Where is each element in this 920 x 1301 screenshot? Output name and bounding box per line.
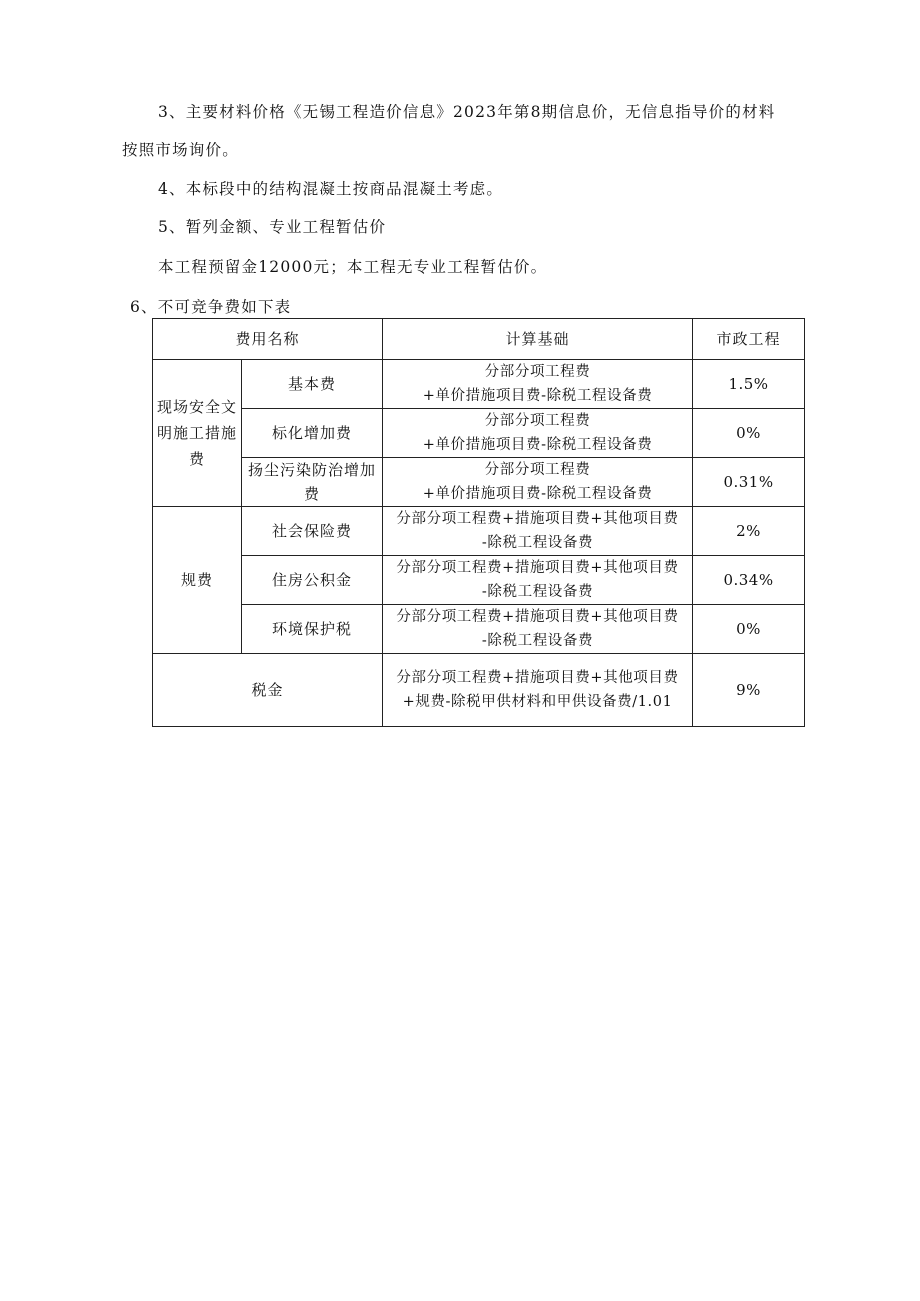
basis-line: 分部分项工程费 (484, 413, 591, 429)
paragraph-provisional-heading: 5、暂列金额、专业工程暂估价 (158, 218, 387, 236)
basis-line: 分部分项工程费+措施项目费+其他项目费 (396, 560, 679, 576)
paragraph-material-price: 3、主要材料价格《无锡工程造价信息》2023年第8期信息价，无信息指导价的材料 (158, 103, 776, 121)
table-row (153, 458, 805, 507)
table-row (153, 507, 805, 556)
rate-value: 0.34% (693, 556, 805, 605)
group-safety-civilized: 现场安全文明施工措施费 (153, 360, 242, 507)
rate-value: 2% (693, 507, 805, 556)
group-regulatory-fees: 规费 (153, 507, 242, 654)
basis-line: 分部分项工程费+措施项目费+其他项目费 (396, 609, 679, 625)
item-name: 社会保险费 (242, 507, 383, 556)
basis-line: 分部分项工程费+措施项目费+其他项目费 (396, 670, 679, 686)
basis-line: +单价措施项目费-除税工程设备费 (422, 437, 653, 453)
basis-line: 分部分项工程费 (484, 462, 591, 478)
calc-basis (383, 654, 693, 727)
calc-basis (383, 360, 693, 409)
non-competitive-fees-table (152, 318, 805, 727)
calc-basis (383, 556, 693, 605)
rate-value: 0% (693, 409, 805, 458)
calc-basis (383, 458, 693, 507)
basis-line: +规费-除税甲供材料和甲供设备费/1.01 (402, 694, 673, 710)
rate-value: 9% (693, 654, 805, 727)
item-name: 标化增加费 (242, 409, 383, 458)
calc-basis (383, 409, 693, 458)
table-caption: 6、不可竞争费如下表 (130, 298, 292, 316)
item-name: 住房公积金 (242, 556, 383, 605)
item-name: 环境保护税 (242, 605, 383, 654)
header-calc-basis: 计算基础 (383, 319, 693, 360)
basis-line: +单价措施项目费-除税工程设备费 (422, 388, 653, 404)
table-row (153, 409, 805, 458)
basis-line: -除税工程设备费 (481, 584, 594, 600)
rate-value: 1.5% (693, 360, 805, 409)
item-name: 基本费 (242, 360, 383, 409)
rate-value: 0.31% (693, 458, 805, 507)
basis-line: 分部分项工程费 (484, 364, 591, 380)
basis-line: +单价措施项目费-除税工程设备费 (422, 486, 653, 502)
table-row (153, 605, 805, 654)
header-municipal-works: 市政工程 (693, 319, 805, 360)
table-row (153, 556, 805, 605)
basis-line: 分部分项工程费+措施项目费+其他项目费 (396, 511, 679, 527)
item-name: 扬尘污染防治增加费 (242, 458, 383, 507)
basis-line: -除税工程设备费 (481, 535, 594, 551)
paragraph-material-price-cont: 按照市场询价。 (122, 141, 239, 159)
basis-line: -除税工程设备费 (481, 633, 594, 649)
rate-value: 0% (693, 605, 805, 654)
paragraph-concrete: 4、本标段中的结构混凝土按商品混凝土考虑。 (158, 180, 504, 198)
table-row (153, 360, 805, 409)
group-tax: 税金 (153, 654, 383, 727)
table-header-row (153, 319, 805, 360)
paragraph-reserve-fund: 本工程预留金12000元；本工程无专业工程暂估价。 (158, 258, 548, 276)
table-row (153, 654, 805, 727)
calc-basis (383, 605, 693, 654)
header-fee-name: 费用名称 (153, 319, 383, 360)
calc-basis (383, 507, 693, 556)
